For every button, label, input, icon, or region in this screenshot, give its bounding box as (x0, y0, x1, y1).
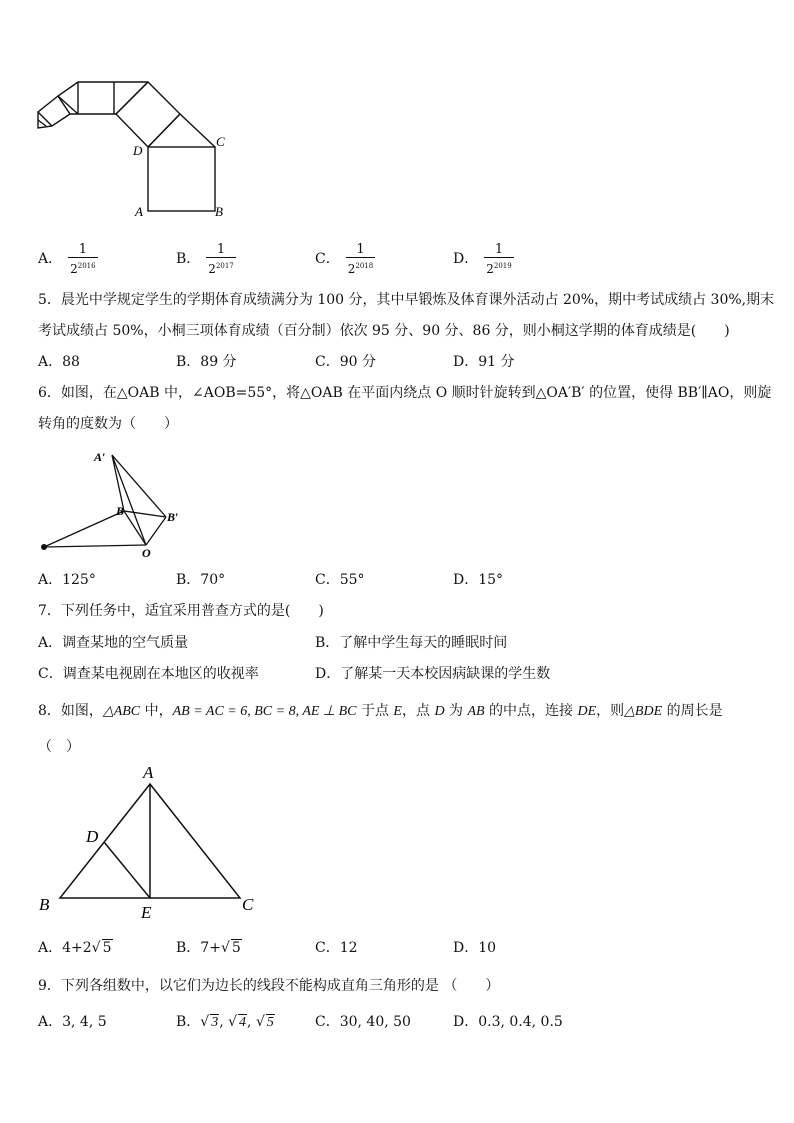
q8-figure (34, 760, 274, 920)
q7-option-c[interactable]: C．调查某电视剧在本地区的收视率 (38, 666, 259, 682)
q4-option-a[interactable]: A． $\frac{1}{2^{2016}}$ (38, 242, 96, 276)
q6-option-c[interactable]: C．55° (315, 572, 365, 588)
q8-option-d[interactable]: D．10 (453, 940, 497, 956)
q9-option-b[interactable]: B．√ 3, √ 4, √ 5 (176, 1014, 274, 1030)
q7-option-d[interactable]: D．了解某一天本校因病缺课的学生数 (315, 666, 551, 682)
q5-stem-line1: 5．晨光中学规定学生的学期体育成绩满分为 100 分，其中早锻炼及体育课外活动占 20%，期中考试成绩占 30%,期末 (38, 292, 775, 308)
q4-figure (34, 74, 234, 224)
q6-option-b[interactable]: B．70° (176, 572, 226, 588)
q6-stem-line1: 6．如图，在△OAB 中，∠AOB=55°，将△OAB 在平面内绕点 O 顺时针旋转到△OA′B′ 的位置，使得 BB′∥AO，则旋 (38, 385, 772, 401)
q8-option-a[interactable]: A．4+2√ 5 (38, 940, 112, 956)
q4-label-A: A (135, 204, 143, 219)
q9-option-a[interactable]: A．3, 4, 5 (38, 1014, 107, 1030)
q5-option-a[interactable]: A．88 (38, 354, 80, 370)
q4-option-b[interactable]: B． $\frac{1}{2^{2017}}$ (176, 242, 234, 276)
q8-stem-line1: 8．如图，△ABC 中，AB = AC = 6, BC = 8, AE ⊥ BC 于点 E，点 D 为 AB 的中点，连接 DE，则△BDE 的周长是 (38, 703, 723, 719)
q6-option-a[interactable]: A．125° (38, 572, 96, 588)
q5-option-d[interactable]: D．91 分 (453, 354, 515, 370)
q6-label-a-prime: A′ (94, 450, 106, 464)
q5-option-c[interactable]: C．90 分 (315, 354, 376, 370)
q6-figure (34, 447, 194, 559)
q8-label-b: B (39, 895, 50, 914)
q9-stem: 9．下列各组数中，以它们为边长的线段不能构成直角三角形的是 （ ） (38, 978, 500, 994)
q8-option-b[interactable]: B．7+√ 5 (176, 940, 241, 956)
q6-label-o: O (142, 546, 151, 559)
q8-label-d: D (86, 827, 99, 846)
q7-option-a[interactable]: A．调查某地的空气质量 (38, 635, 189, 651)
q6-stem-line2: 转角的度数为（ ） (38, 416, 178, 432)
q8-option-c[interactable]: C．12 (315, 940, 358, 956)
q8-label-a: A (143, 763, 154, 782)
q9-option-c[interactable]: C．30, 40, 50 (315, 1014, 411, 1030)
q4-option-d[interactable]: D． $\frac{1}{2^{2019}}$ (453, 242, 512, 276)
q7-option-b[interactable]: B．了解中学生每天的睡眠时间 (315, 635, 508, 651)
q4-option-c[interactable]: C． $\frac{1}{2^{2018}}$ (315, 242, 374, 276)
q5-option-b[interactable]: B．89 分 (176, 354, 237, 370)
q8-label-c: C (242, 895, 254, 914)
q6-label-b-prime: B′ (167, 510, 179, 524)
q4-label-C: C (216, 134, 225, 149)
q8-label-e: E (141, 903, 152, 920)
q7-stem: 7．下列任务中，适宜采用普查方式的是( ) (38, 603, 324, 619)
q5-stem-line2: 考试成绩占 50%，小桐三项体育成绩（百分制）依次 95 分、90 分、86 分，则小桐这学期的体育成绩是( ) (38, 323, 730, 339)
q9-option-d[interactable]: D．0.3, 0.4, 0.5 (453, 1014, 563, 1030)
q6-label-b: B (116, 504, 125, 518)
q6-option-d[interactable]: D．15° (453, 572, 504, 588)
q8-stem-line2: （ ） (38, 739, 80, 755)
q4-label-B: B (215, 204, 223, 219)
q4-label-D: D (133, 143, 143, 158)
